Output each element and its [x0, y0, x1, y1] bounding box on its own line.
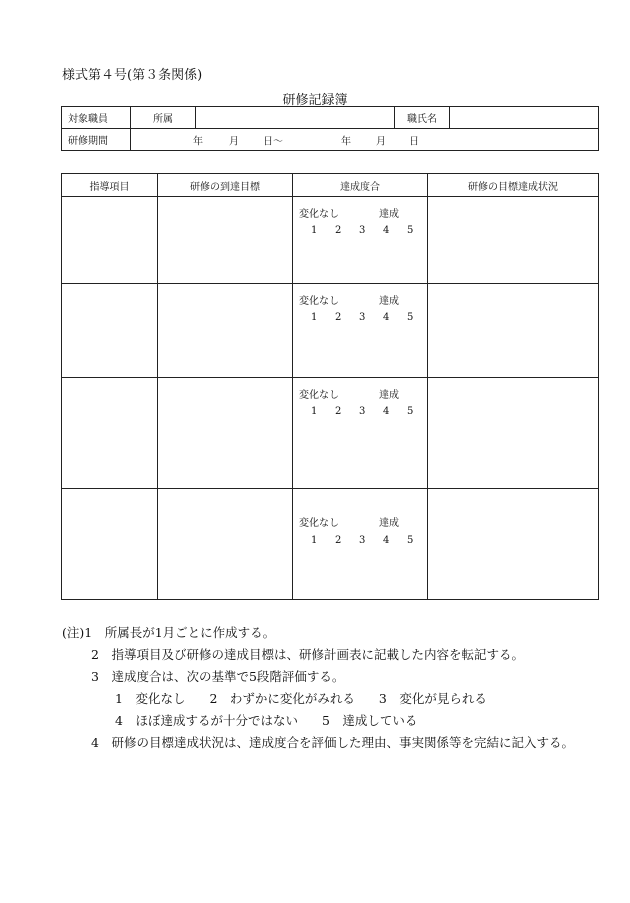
guidance-item-cell[interactable] — [62, 378, 158, 489]
scale-number: 4 — [383, 406, 390, 417]
scale-low-label: 変化なし — [299, 296, 339, 307]
achievement-status-cell[interactable] — [428, 489, 599, 600]
criteria-line-2 — [62, 710, 602, 732]
scale-number: 5 — [407, 225, 414, 236]
achievement-level-cell[interactable] — [293, 489, 428, 600]
scale-number: 3 — [359, 535, 366, 546]
period-field[interactable] — [131, 129, 599, 151]
scale-high-label: 達成 — [379, 390, 399, 401]
scale-number: 2 — [335, 535, 342, 546]
scale-high-label: 達成 — [379, 518, 399, 529]
period-month-start: 月 — [229, 136, 239, 147]
staff-label: 対象職員 — [62, 107, 131, 129]
table-row — [62, 197, 599, 284]
note-3: 3 達成度合は、次の基準で5段階評価する。 — [91, 669, 345, 684]
note-1: (注)1 所属長が1月ごとに作成する。 — [62, 625, 276, 640]
guidance-item-cell[interactable] — [62, 489, 158, 600]
name-field[interactable] — [450, 107, 599, 129]
scale-number: 4 — [383, 535, 390, 546]
scale-number: 1 — [311, 225, 318, 236]
scale-high-label: 達成 — [379, 296, 399, 307]
target-goal-cell[interactable] — [158, 284, 293, 378]
scale-number: 5 — [407, 535, 414, 546]
criterion-3: 3 変化が見られる — [378, 691, 487, 706]
name-label: 職氏名 — [395, 107, 450, 129]
evaluation-table — [61, 173, 599, 600]
scale-low-label: 変化なし — [299, 390, 339, 401]
scale-high-label: 達成 — [379, 209, 399, 220]
scale-number: 1 — [311, 406, 318, 417]
criteria-line-1 — [62, 688, 602, 710]
criterion-4: 4 ほぼ達成するが十分ではない — [115, 713, 298, 728]
target-goal-cell[interactable] — [158, 378, 293, 489]
form-number: 様式第４号(第３条関係) — [62, 68, 203, 83]
period-label: 研修期間 — [62, 129, 131, 151]
notes-section — [62, 622, 602, 754]
dept-label: 所属 — [131, 107, 196, 129]
page-title: 研修記録簿 — [282, 93, 348, 108]
header-target-goal: 研修の到達目標 — [158, 174, 293, 197]
period-year-end: 年 — [341, 136, 351, 147]
scale-number: 1 — [311, 312, 318, 323]
achievement-level-cell[interactable] — [293, 197, 428, 284]
note-2: 2 指導項目及び研修の達成目標は、研修計画表に記載した内容を転記する。 — [91, 647, 524, 662]
scale-number: 1 — [311, 535, 318, 546]
target-goal-cell[interactable] — [158, 197, 293, 284]
scale-number: 2 — [335, 312, 342, 323]
criterion-5: 5 達成している — [321, 713, 418, 728]
header-guidance-item: 指導項目 — [62, 174, 158, 197]
table-row — [62, 284, 599, 378]
note-4: 4 研修の目標達成状況は、達成度合を評価した理由、事実関係等を完結に記入する。 — [91, 735, 574, 750]
achievement-level-cell[interactable] — [293, 378, 428, 489]
scale-number: 2 — [335, 225, 342, 236]
achievement-status-cell[interactable] — [428, 378, 599, 489]
scale-number: 5 — [407, 406, 414, 417]
criterion-2: 2 わずかに変化がみれる — [209, 691, 355, 706]
period-month-end: 月 — [376, 136, 386, 147]
achievement-level-cell[interactable] — [293, 284, 428, 378]
header-achievement-level: 達成度合 — [293, 174, 428, 197]
staff-info-table — [61, 106, 599, 151]
scale-number: 3 — [359, 225, 366, 236]
scale-number: 3 — [359, 406, 366, 417]
scale-number: 3 — [359, 312, 366, 323]
scale-number: 2 — [335, 406, 342, 417]
period-year-start: 年 — [193, 136, 203, 147]
achievement-status-cell[interactable] — [428, 284, 599, 378]
scale-low-label: 変化なし — [299, 209, 339, 220]
scale-low-label: 変化なし — [299, 518, 339, 529]
achievement-status-cell[interactable] — [428, 197, 599, 284]
scale-number: 4 — [383, 225, 390, 236]
target-goal-cell[interactable] — [158, 489, 293, 600]
period-day-end: 日 — [409, 136, 419, 147]
table-row — [62, 489, 599, 600]
table-row — [62, 378, 599, 489]
scale-number: 4 — [383, 312, 390, 323]
dept-field[interactable] — [196, 107, 395, 129]
guidance-item-cell[interactable] — [62, 197, 158, 284]
period-day-start: 日～ — [263, 136, 283, 147]
scale-number: 5 — [407, 312, 414, 323]
header-achievement-status: 研修の目標達成状況 — [428, 174, 599, 197]
guidance-item-cell[interactable] — [62, 284, 158, 378]
criterion-1: 1 変化なし — [115, 691, 186, 706]
